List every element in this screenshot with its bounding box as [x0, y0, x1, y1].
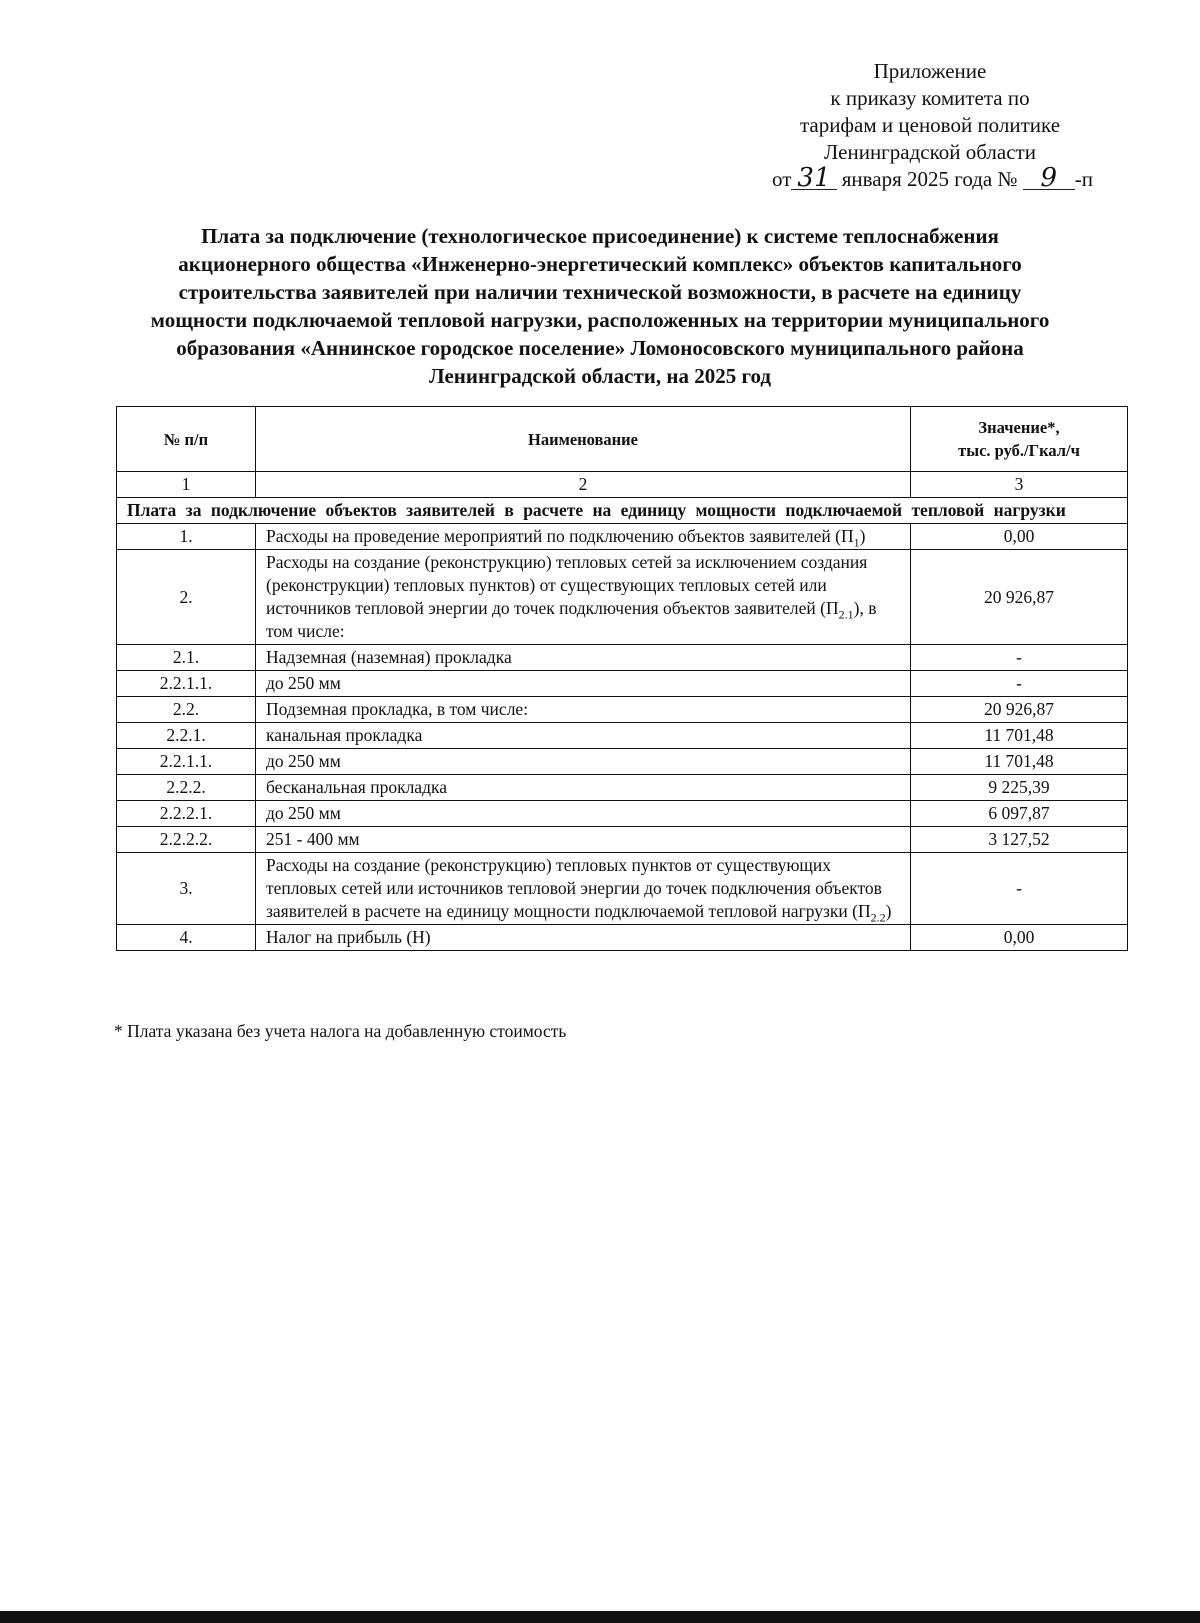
- row-number: 2.1.: [117, 645, 256, 671]
- row-number: 2.2.1.1.: [117, 749, 256, 775]
- row-name-text: Расходы на проведение мероприятий по подключению объектов заявителей (П: [266, 526, 854, 546]
- section-header-row: [117, 498, 1128, 524]
- row-name-text: до 250 мм: [266, 751, 341, 771]
- row-name-text: Расходы на создание (реконструкцию) тепловых сетей за исключением создания (реконструкции) тепловых пунктов) от существующих тепловых сетей или источников тепловой энергии до точек подключения объектов заявителей (П: [266, 552, 868, 618]
- title-line-5: образования «Аннинское городское поселение» Ломоносовского муниципального района: [176, 336, 1024, 360]
- table-row: [117, 671, 1128, 697]
- row-name: [256, 723, 911, 749]
- table-body: [117, 524, 1128, 951]
- row-name-subscript: 1: [853, 535, 860, 550]
- row-name: [256, 749, 911, 775]
- row-value: 20 926,87: [911, 697, 1128, 723]
- handwritten-day: 31: [791, 167, 836, 190]
- row-value: 0,00: [911, 925, 1128, 951]
- row-value: 11 701,48: [911, 749, 1128, 775]
- table-row: [117, 550, 1128, 645]
- row-value: 0,00: [911, 524, 1128, 550]
- table-row: [117, 749, 1128, 775]
- appendix-line-4: Ленинградской области: [824, 140, 1036, 164]
- row-name: [256, 801, 911, 827]
- row-number: 2.2.1.1.: [117, 671, 256, 697]
- row-name: [256, 671, 911, 697]
- row-value: 6 097,87: [911, 801, 1128, 827]
- appendix-header: [720, 58, 1140, 193]
- title-line-4: мощности подключаемой тепловой нагрузки, расположенных на территории муниципального: [150, 308, 1050, 332]
- column-index-2: 2: [256, 472, 911, 498]
- row-name: [256, 524, 911, 550]
- row-name-text: до 250 мм: [266, 803, 341, 823]
- row-name: [256, 827, 911, 853]
- row-value: -: [911, 853, 1128, 925]
- row-name-tail: ): [885, 901, 892, 921]
- row-name-text: до 250 мм: [266, 673, 341, 693]
- row-number: 2.2.2.2.: [117, 827, 256, 853]
- row-name: [256, 925, 911, 951]
- row-number: 1.: [117, 524, 256, 550]
- row-name-text: канальная прокладка: [266, 725, 423, 745]
- scan-edge-bar: [0, 1611, 1200, 1623]
- row-value: -: [911, 645, 1128, 671]
- header-num: № п/п: [117, 407, 256, 472]
- row-name-subscript: 2.2: [870, 910, 886, 925]
- row-name-text: Подземная прокладка, в том числе:: [266, 699, 529, 719]
- row-value: 3 127,52: [911, 827, 1128, 853]
- header-value-line-1: Значение*,: [978, 418, 1060, 437]
- column-index-1: 1: [117, 472, 256, 498]
- row-name: [256, 853, 911, 925]
- row-name: [256, 775, 911, 801]
- order-date-line: [750, 163, 1140, 193]
- appendix-line-2: к приказу комитета по: [830, 86, 1030, 110]
- date-prefix: от: [772, 167, 792, 191]
- row-value: 11 701,48: [911, 723, 1128, 749]
- row-number: 2.2.: [117, 697, 256, 723]
- row-name-text: Расходы на создание (реконструкцию) тепловых пунктов от существующих тепловых сетей или источников тепловой энергии до точек подключения объектов заявителей в расчете на единицу мощности подключаемой тепловой нагрузки (П: [266, 855, 882, 921]
- title-line-1: Плата за подключение (технологическое присоединение) к системе теплоснабжения: [201, 224, 999, 248]
- table-row: [117, 723, 1128, 749]
- footnote: * Плата указана без учета налога на добавленную стоимость: [114, 1021, 567, 1041]
- table-row: [117, 853, 1128, 925]
- handwritten-order-number: 9: [1023, 167, 1075, 190]
- order-suffix: -п: [1074, 167, 1094, 191]
- title-line-6: Ленинградской области, на 2025 год: [428, 364, 772, 388]
- column-index-3: 3: [911, 472, 1128, 498]
- table-row: [117, 925, 1128, 951]
- row-name-subscript: 2.1: [838, 607, 854, 622]
- row-name-text: 251 - 400 мм: [266, 829, 360, 849]
- document-title: [60, 222, 1140, 390]
- row-name: [256, 645, 911, 671]
- header-value-line-2: тыс. руб./Гкал/ч: [958, 441, 1080, 460]
- header-value: [911, 407, 1128, 472]
- row-number: 3.: [117, 853, 256, 925]
- appendix-line-3: тарифам и ценовой политике: [799, 113, 1061, 137]
- row-name: [256, 550, 911, 645]
- table-row: [117, 827, 1128, 853]
- row-value: -: [911, 671, 1128, 697]
- section-header: Плата за подключение объектов заявителей в расчете на единицу мощности подключаемой тепловой нагрузки: [117, 498, 1128, 524]
- table-row: [117, 801, 1128, 827]
- title-line-3: строительства заявителей при наличии технической возможности, в расчете на единицу: [178, 280, 1022, 304]
- row-name-text: Налог на прибыль (Н): [266, 927, 431, 947]
- row-name-tail: ): [859, 526, 866, 546]
- tariff-table: [116, 406, 1128, 951]
- table-row: [117, 524, 1128, 550]
- table-header-row: [117, 407, 1128, 472]
- date-rest: января 2025 года №: [841, 167, 1018, 191]
- row-number: 4.: [117, 925, 256, 951]
- title-line-2: акционерного общества «Инженерно-энергетический комплекс» объектов капитального: [178, 252, 1022, 276]
- row-number: 2.2.2.1.: [117, 801, 256, 827]
- table-row: [117, 697, 1128, 723]
- row-value: 20 926,87: [911, 550, 1128, 645]
- row-name-text: бесканальная прокладка: [266, 777, 447, 797]
- row-value: 9 225,39: [911, 775, 1128, 801]
- row-number: 2.: [117, 550, 256, 645]
- row-number: 2.2.1.: [117, 723, 256, 749]
- appendix-line-1: Приложение: [873, 59, 987, 83]
- row-name-tail: ), в том числе:: [266, 598, 877, 641]
- row-name-text: Надземная (наземная) прокладка: [266, 647, 512, 667]
- header-name: Наименование: [256, 407, 911, 472]
- table-row: [117, 775, 1128, 801]
- row-number: 2.2.2.: [117, 775, 256, 801]
- column-index-row: [117, 472, 1128, 498]
- row-name: [256, 697, 911, 723]
- table-row: [117, 645, 1128, 671]
